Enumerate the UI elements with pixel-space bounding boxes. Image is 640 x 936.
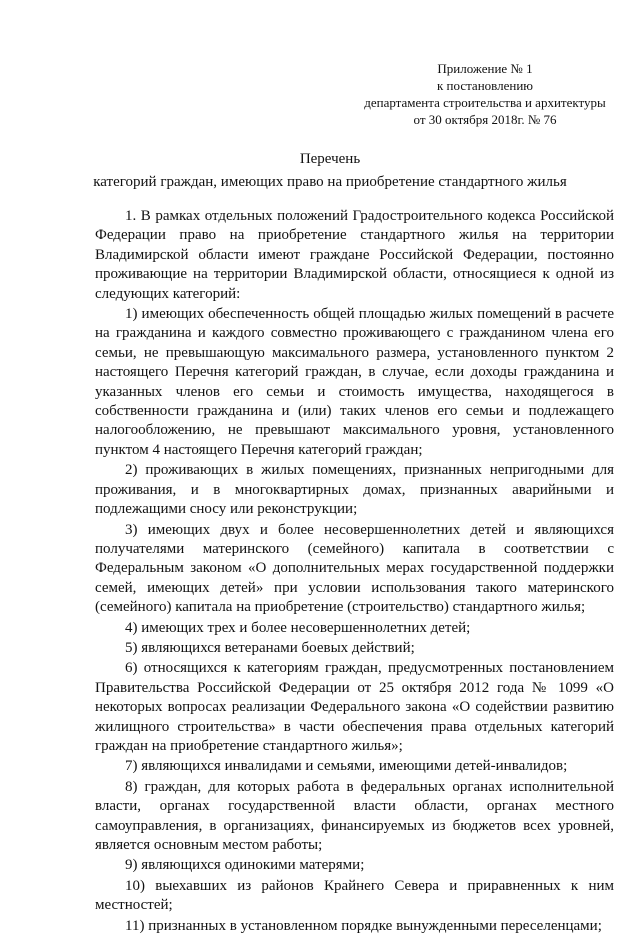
list-item-5: 5) являющихся ветеранами боевых действий; bbox=[125, 639, 415, 656]
list-item-11: 11) признанных в установленном порядке вынужденными переселенцами; bbox=[125, 917, 602, 934]
list-item-9: 9) являющихся одинокими матерями; bbox=[125, 857, 365, 874]
title-subtitle: категорий граждан, имеющих право на приобретение стандартного жилья bbox=[93, 174, 567, 190]
appendix-date: от 30 октября 2018г. № 76 bbox=[413, 112, 557, 127]
list-item-2: 2) проживающих в жилых помещениях, признанных непригодными для проживания, и в многоквартирных домах, признанных аварийными и подлежащими сносу или реконструкции; bbox=[95, 462, 614, 518]
document-title bbox=[80, 148, 580, 194]
list-item-6: 6) относящихся к категориям граждан, предусмотренных постановлением Правительства Российской Федерации от 25 октября 2012 года № 1099 «О некоторых вопросах реализации Федерального закона «О содействии развитию жилищного строительства» в части обеспечения права отдельных категорий граждан на приобретение стандартного жилья»; bbox=[95, 660, 614, 754]
list-item-8: 8) граждан, для которых работа в федеральных органах исполнительной власти, органах государственной власти области, органах местного самоуправления, в организациях, финансируемых из бюджетов всех уровней, является основным местом работы; bbox=[95, 778, 614, 853]
appendix-department: департамента строительства и архитектуры bbox=[364, 95, 606, 110]
appendix-header bbox=[360, 60, 610, 128]
intro-paragraph: 1. В рамках отдельных положений Градостроительного кодекса Российской Федерации право на приобретение стандартного жилья на территории Владимирской области имеют граждане Российской Федерации, постоянно проживающие на территории Владимирской области, относящиеся к одной из следующих категорий: bbox=[95, 208, 614, 302]
list-item-4: 4) имеющих трех и более несовершеннолетних детей; bbox=[125, 619, 471, 636]
title-heading: Перечень bbox=[299, 151, 361, 167]
list-item-3: 3) имеющих двух и более несовершеннолетних детей и являющихся получателями материнского (семейного) капитала в соответствии с Федеральным законом «О дополнительных мерах государственной поддержки семей, имеющих детей» при условии использования такого материнского (семейного) капитала на приобретение (строительство) стандартного жилья; bbox=[95, 521, 614, 616]
list-item-1: 1) имеющих обеспеченность общей площадью жилых помещений в расчете на гражданина и каждого совместно проживающего с гражданином члена его семьи, не превышающую максимального размера, установленного пунктом 2 настоящего Перечня категорий граждан, в случае, если доходы гражданина и указанных членов его семьи и стоимость имущества, находящегося в собственности гражданина и (или) таких членов его семьи и подлежащего налогообложению, не превышают максимального уровня, установленного пунктом 4 настоящего Перечня категорий граждан; bbox=[95, 306, 614, 458]
appendix-resolution: к постановлению bbox=[436, 78, 534, 93]
document-body bbox=[95, 207, 614, 936]
list-item-7: 7) являющихся инвалидами и семьями, имеющими детей-инвалидов; bbox=[125, 758, 568, 775]
appendix-number: Приложение № 1 bbox=[437, 61, 533, 76]
list-item-10: 10) выехавших из районов Крайнего Севера и приравненных к ним местностей; bbox=[95, 877, 614, 914]
